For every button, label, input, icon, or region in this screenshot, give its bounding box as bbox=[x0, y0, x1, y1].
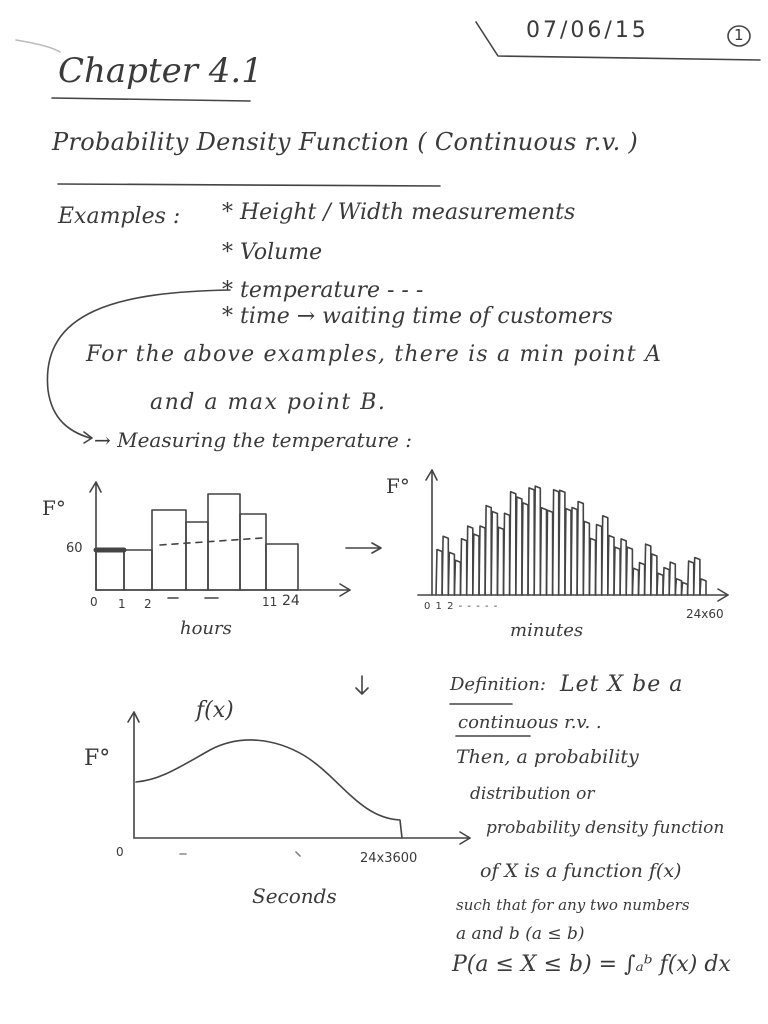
graph-minutes-bar bbox=[571, 508, 577, 596]
graph-minutes-bar bbox=[534, 486, 540, 595]
graph-hours-dashed bbox=[160, 538, 262, 545]
definition-line: continuous r.v. . bbox=[458, 712, 602, 733]
definition-line: probability density function bbox=[486, 818, 725, 838]
graph-hours-x-tick: 0 bbox=[90, 595, 98, 609]
graph-minutes-bar bbox=[522, 503, 528, 595]
graph-minutes-bar bbox=[694, 558, 700, 596]
graph-minutes-bar bbox=[657, 573, 663, 595]
graph-seconds-origin: 0 bbox=[116, 845, 124, 859]
graph-minutes-bar bbox=[485, 506, 491, 595]
graph-minutes-bar bbox=[540, 508, 546, 595]
chapter-underline bbox=[52, 98, 250, 101]
graph-minutes-bar bbox=[547, 510, 553, 595]
graph-minutes-x-ticks-start: 0 1 2 - - - - - bbox=[424, 601, 499, 612]
graph-seconds-curve-label: f(x) bbox=[196, 698, 234, 723]
example-item: * time → waiting time of customers bbox=[222, 304, 613, 329]
graph-minutes-y-axis-label: F° bbox=[386, 474, 410, 498]
definition-line: distribution or bbox=[470, 784, 595, 804]
measuring-heading: → Measuring the temperature : bbox=[94, 428, 412, 452]
definition-heading: Definition: bbox=[450, 674, 546, 695]
graph-minutes-bar bbox=[516, 497, 522, 595]
graph-minutes-x-tick-end: 24x60 bbox=[686, 607, 724, 621]
graph-hours-y-tick: 60 bbox=[66, 541, 83, 556]
graph-hours-x-tick: 2 bbox=[144, 597, 152, 611]
graph-hours-x-tick: 24 bbox=[282, 593, 300, 609]
graph-seconds-x-tick-end: 24x3600 bbox=[360, 851, 418, 866]
date: 07/06/15 bbox=[526, 18, 649, 43]
faint-arc bbox=[16, 40, 60, 52]
graph-hours-x-tick: 11 bbox=[262, 595, 278, 609]
graph-minutes-bar bbox=[669, 562, 675, 595]
graph-hours-x-tick: 1 bbox=[118, 597, 126, 611]
definition-line: such that for any two numbers bbox=[456, 896, 690, 914]
graph-minutes-bar bbox=[663, 568, 669, 595]
example-item: * Volume bbox=[222, 240, 323, 265]
graph-minutes-bar bbox=[596, 525, 602, 596]
graph-minutes-bar bbox=[688, 561, 694, 595]
graph-minutes-bar bbox=[645, 544, 651, 595]
definition-line: Let X be a bbox=[560, 672, 684, 697]
graph-minutes-bar bbox=[559, 490, 565, 595]
min-max-line-1: For the above examples, there is a min point A bbox=[86, 342, 663, 367]
graph-seconds-x-label: Seconds bbox=[252, 884, 337, 908]
page-title: Probability Density Function ( Continuous r.v. ) bbox=[52, 128, 639, 156]
definition-line: Then, a probability bbox=[456, 746, 639, 768]
definition-line: of X is a function f(x) bbox=[480, 860, 682, 882]
graph-minutes-bar bbox=[700, 579, 706, 595]
graph-hours-x-label: hours bbox=[180, 618, 232, 639]
graph-minutes-bar bbox=[565, 509, 571, 595]
graph-seconds-axes bbox=[128, 712, 470, 844]
examples-label: Examples : bbox=[58, 204, 181, 229]
graph-minutes-bar bbox=[583, 521, 589, 595]
graph-minutes-bar bbox=[491, 512, 497, 596]
graph-minutes-bar bbox=[467, 526, 473, 595]
graph-minutes-bar bbox=[589, 538, 595, 595]
graph-minutes-bar bbox=[510, 492, 516, 595]
graph-minutes-x-label: minutes bbox=[510, 620, 584, 641]
definition-formula: P(a ≤ X ≤ b) = ∫ₐᵇ f(x) dx bbox=[452, 952, 731, 977]
min-max-line-2: and a max point B. bbox=[150, 390, 387, 415]
graph-minutes-bar bbox=[448, 552, 454, 595]
title-underline bbox=[58, 184, 440, 186]
graph-minutes-bar bbox=[504, 513, 510, 595]
graph-minutes-bar bbox=[620, 539, 626, 595]
example-item: * temperature - - - bbox=[222, 278, 424, 303]
graph-minutes-bar bbox=[675, 579, 681, 595]
page-number: 1 bbox=[734, 26, 744, 44]
graph-minutes-bar bbox=[442, 536, 448, 595]
graph-minutes-bar bbox=[577, 502, 583, 596]
graph-minutes-bar bbox=[497, 527, 503, 595]
graph-minutes-bar bbox=[682, 582, 688, 595]
graph-minutes-bar bbox=[632, 568, 638, 595]
chapter-title: Chapter 4.1 bbox=[58, 51, 263, 91]
graph-minutes-bar bbox=[473, 534, 479, 595]
graph-minutes-bar bbox=[608, 536, 614, 596]
graph-hours-axes bbox=[90, 482, 350, 596]
graph-minutes-bar bbox=[461, 539, 467, 595]
definition-line: a and b (a ≤ b) bbox=[456, 924, 585, 944]
graph-minutes-bars bbox=[436, 486, 706, 595]
graph-minutes-bar bbox=[614, 547, 620, 595]
graph-seconds-y-axis-label: F° bbox=[84, 746, 111, 771]
graph-minutes-bar bbox=[553, 490, 559, 595]
graph-minutes-bar bbox=[626, 547, 632, 595]
graph-minutes-bar bbox=[651, 554, 657, 595]
graph-hours-y-axis-label: F° bbox=[42, 496, 66, 520]
graph-minutes-bar bbox=[479, 526, 485, 595]
graph-minutes-bar bbox=[528, 488, 534, 595]
graph-minutes-bar bbox=[602, 516, 608, 595]
graph-minutes-bar bbox=[639, 563, 645, 595]
graph-seconds-curve bbox=[136, 740, 402, 838]
graph-minutes-bar bbox=[436, 550, 442, 596]
graph-seconds-ticks bbox=[180, 852, 300, 856]
graph-minutes-bar bbox=[454, 560, 460, 595]
down-arrow bbox=[356, 676, 368, 694]
example-item: * Height / Width measurements bbox=[222, 200, 576, 225]
